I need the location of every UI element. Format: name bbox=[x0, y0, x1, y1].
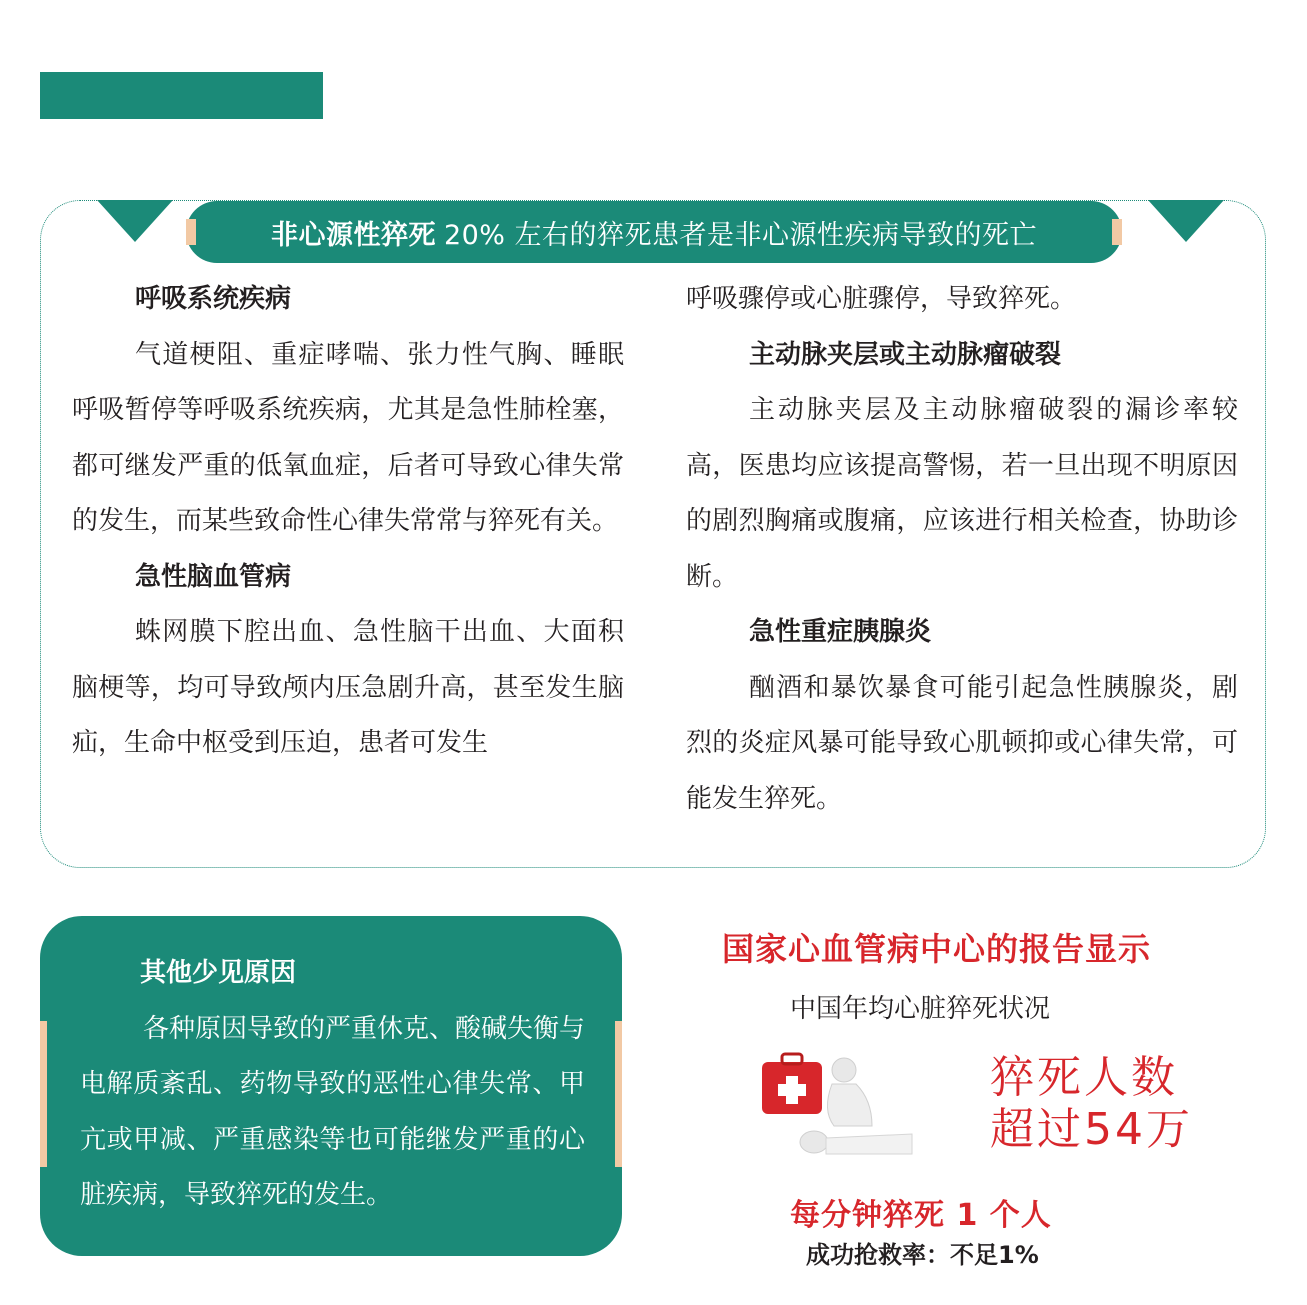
heading-respiratory: 呼吸系统疾病 bbox=[135, 284, 292, 314]
report-subtitle: 中国年均心脏猝死状况 bbox=[790, 994, 1051, 1024]
death-count-text bbox=[990, 1052, 1193, 1156]
paragraph-respiratory: 气道梗阻、重症哮喘、张力性气胸、睡眠呼吸暂停等呼吸系统疾病，尤其是急性肺栓塞，都可继发严重的低氧血症，后者可导致心律失常的发生，而某些致命性心律失常常与猝死有关。 bbox=[72, 339, 624, 536]
left-column bbox=[72, 272, 624, 772]
card-title bbox=[186, 201, 1122, 263]
title-left-tab bbox=[186, 219, 196, 245]
paragraph-cerebrovascular: 蛛网膜下腔出血、急性脑干出血、大面积脑梗等，均可导致颅内压急剧升高，甚至发生脑疝，生命中枢受到压迫，患者可发生 bbox=[72, 617, 624, 758]
card-title-bold: 非心源性猝死 bbox=[270, 219, 436, 251]
card-title-rest: 20% 左右的猝死患者是非心源性疾病导致的死亡 bbox=[443, 219, 1038, 251]
death-count-line2: 超过54万 bbox=[990, 1104, 1193, 1155]
paragraph-pancreatitis: 酗酒和暴饮暴食可能引起急性胰腺炎，剧烈的炎症风暴可能导致心肌顿抑或心律失常，可能发生猝死。 bbox=[686, 672, 1238, 814]
box-left-tab bbox=[40, 1021, 47, 1167]
other-causes-text: 各种原因导致的严重休克、酸碱失衡与电解质紊乱、药物导致的恶性心律失常、甲亢或甲减、严重感染等也可能继发严重的心脏疾病，导致猝死的发生。 bbox=[80, 1013, 586, 1210]
heading-pancreatitis: 急性重症胰腺炎 bbox=[749, 617, 932, 647]
rescue-rate-text: 成功抢救率：不足1% bbox=[806, 1241, 1039, 1269]
heading-cerebrovascular: 急性脑血管病 bbox=[135, 561, 292, 592]
paragraph-aortic: 主动脉夹层及主动脉瘤破裂的漏诊率较高，医患均应该提高警惕，若一旦出现不明原因的剧烈胸痛或腹痛，应该进行相关检查，协助诊断。 bbox=[686, 395, 1238, 592]
left-triangle-decoration bbox=[97, 200, 173, 242]
report-title: 国家心血管病中心的报告显示 bbox=[722, 930, 1152, 968]
right-triangle-decoration bbox=[1148, 200, 1224, 242]
box-right-tab bbox=[615, 1021, 622, 1167]
heading-aortic: 主动脉夹层或主动脉瘤破裂 bbox=[749, 339, 1062, 370]
first-aid-illustration-icon bbox=[722, 1050, 918, 1162]
death-count-line1: 猝死人数 bbox=[990, 1052, 1178, 1103]
paragraph-continued: 呼吸骤停或心脏骤停，导致猝死。 bbox=[686, 284, 1077, 314]
title-right-tab bbox=[1112, 219, 1122, 245]
other-causes-heading: 其他少见原因 bbox=[140, 958, 297, 988]
header-color-bar bbox=[40, 72, 323, 119]
right-column bbox=[686, 272, 1238, 827]
other-causes-box bbox=[40, 916, 622, 1256]
per-minute-text: 每分钟猝死 1 个人 bbox=[790, 1198, 1052, 1233]
